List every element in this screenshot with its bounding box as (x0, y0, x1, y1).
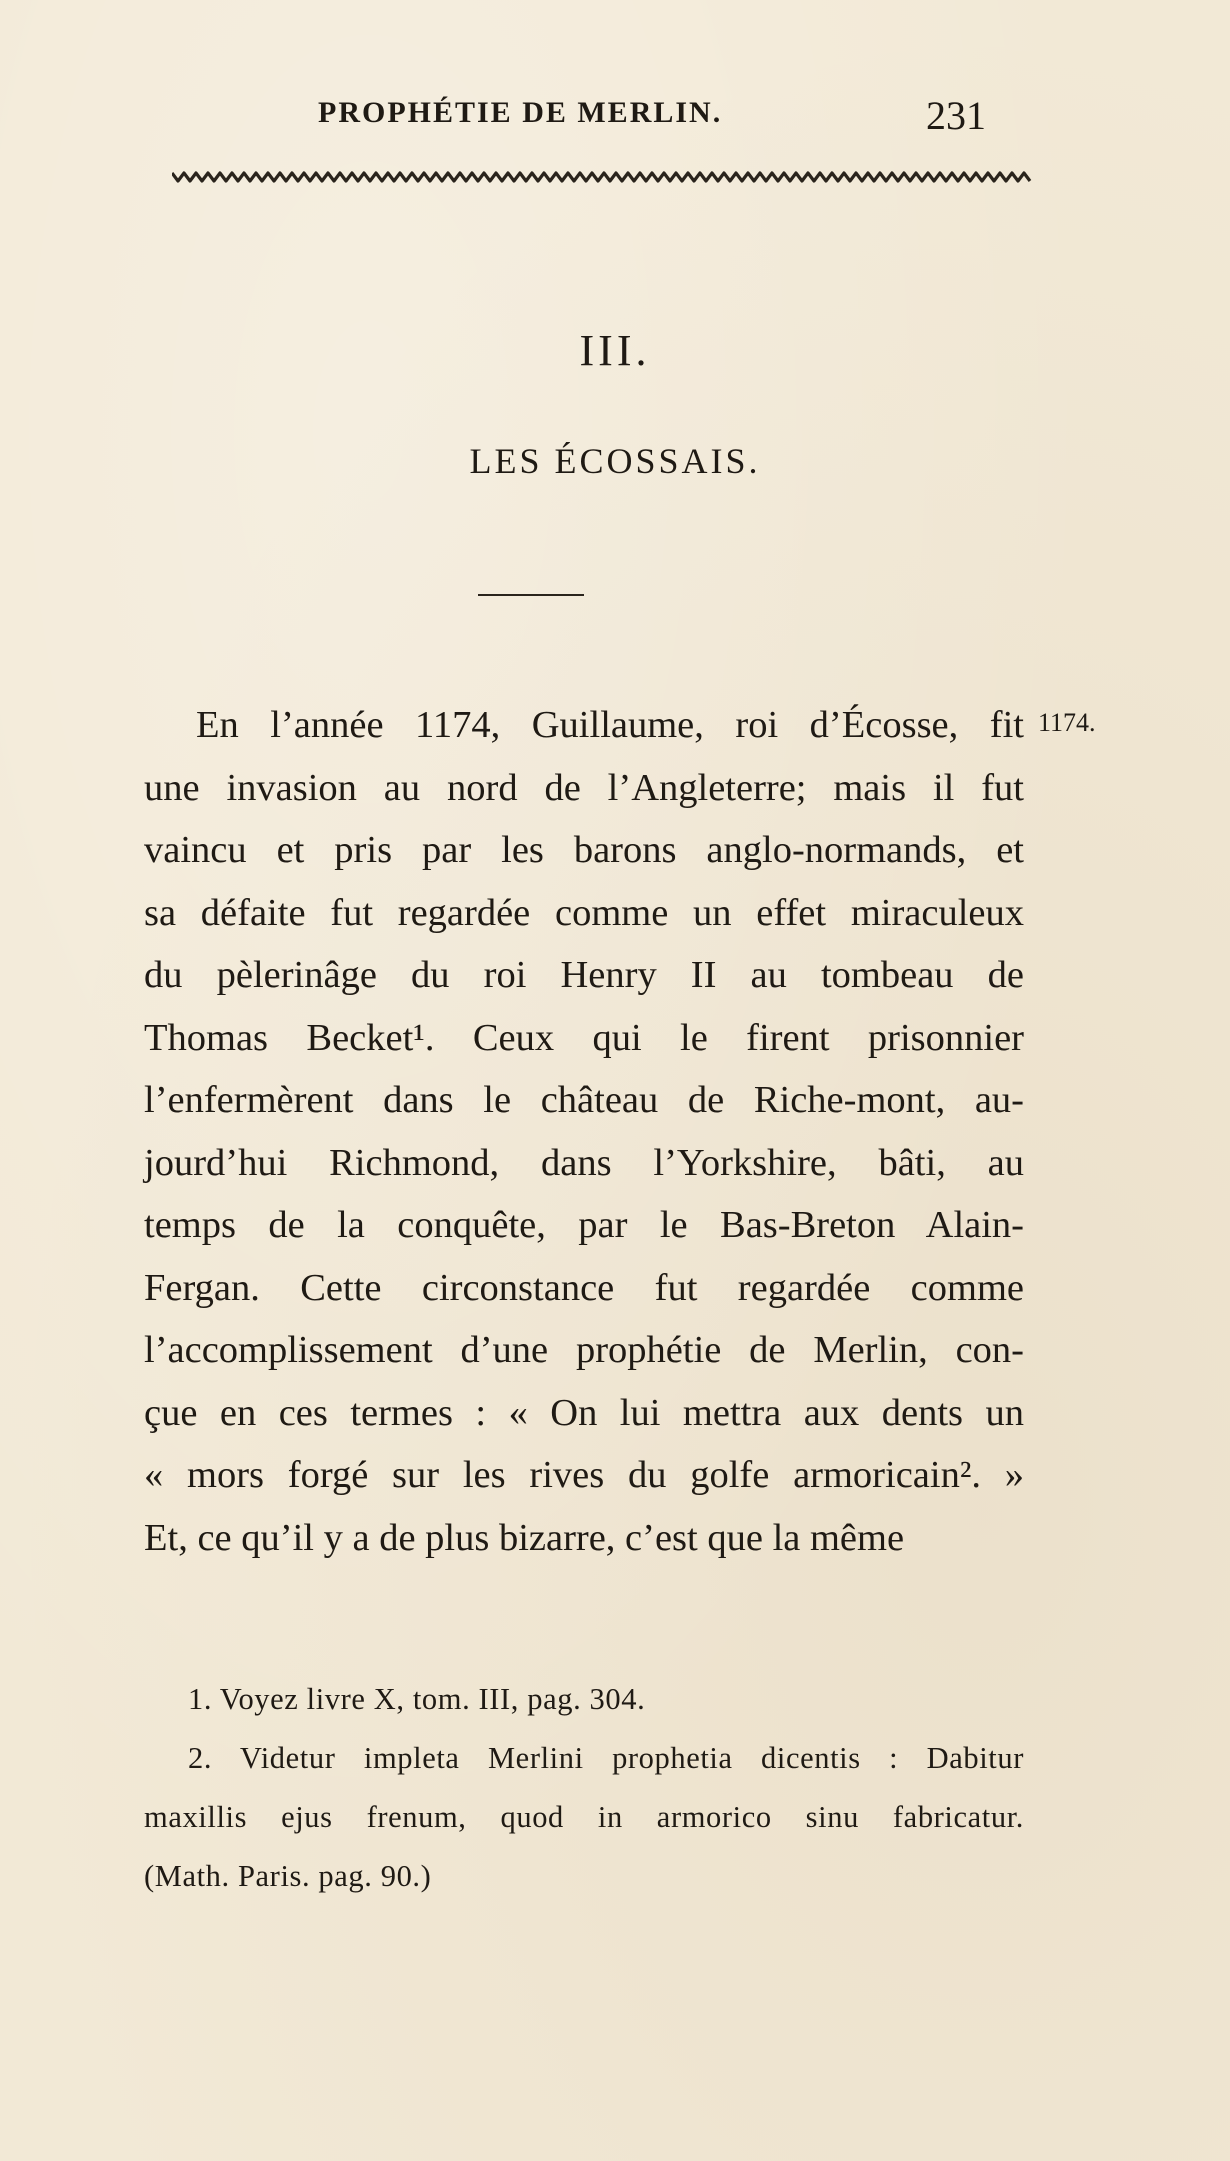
footnote-2-continued: maxillis ejus frenum, quod in armorico sinu fabricatur. (144, 1800, 1024, 1834)
page-number: 231 (926, 93, 986, 138)
footnote-2: 2. Videtur impleta Merlini prophetia dicentis : Dabitur (188, 1741, 1024, 1775)
footnote-1: 1. Voyez livre X, tom. III, pag. 304. (188, 1682, 646, 1716)
body-line: çue en ces termes : « On lui mettra aux dents un (144, 1391, 1024, 1434)
body-line: jourd’hui Richmond, dans l’Yorkshire, bâti, au (144, 1141, 1024, 1184)
body-line: Fergan. Cette circonstance fut regardée comme (144, 1266, 1024, 1309)
chapter-number: III. (579, 326, 651, 375)
body-line: vaincu et pris par les barons anglo-normands, et (144, 829, 1024, 871)
body-line: sa défaite fut regardée comme un effet miraculeux (144, 891, 1024, 934)
body-line: Thomas Becket¹. Ceux qui le firent prisonnier (144, 1016, 1024, 1059)
ornamental-rule (172, 168, 1032, 186)
body-line: l’enfermèrent dans le château de Riche-mont, au- (144, 1079, 1024, 1121)
margin-year-note: 1174. (1038, 708, 1096, 737)
body-line: du pèlerinâge du roi Henry II au tombeau de (144, 954, 1024, 996)
footnotes (144, 1670, 1024, 1906)
footnote-2-citation: (Math. Paris. pag. 90.) (144, 1859, 432, 1893)
body-text (144, 694, 1024, 1569)
title-rule (478, 594, 584, 596)
body-line: « mors forgé sur les rives du golfe armoricain². » (144, 1454, 1024, 1496)
body-line: une invasion au nord de l’Angleterre; mais il fut (144, 766, 1024, 809)
body-line: l’accomplissement d’une prophétie de Merlin, con- (144, 1329, 1024, 1371)
body-line: Et, ce qu’il y a de plus bizarre, c’est que la même (144, 1516, 905, 1559)
body-line: En l’année 1174, Guillaume, roi d’Écosse, fit (196, 704, 1024, 746)
chapter-title: LES ÉCOSSAIS. (469, 441, 761, 481)
body-line: temps de la conquête, par le Bas-Breton Alain- (144, 1204, 1024, 1246)
running-title: PROPHÉTIE DE MERLIN. (318, 96, 723, 129)
